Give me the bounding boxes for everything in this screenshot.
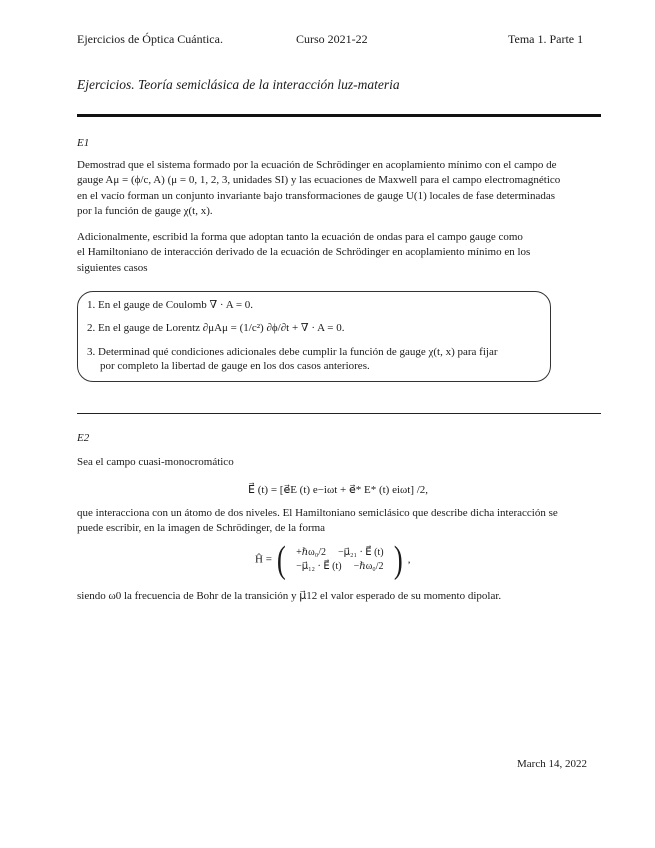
page-title: Ejercicios. Teoría semiclásica de la interacción luz-materia	[77, 77, 400, 92]
text-line: siguientes casos	[77, 261, 148, 274]
hamiltonian-matrix	[255, 541, 410, 579]
hamiltonian-lhs: Ĥ =	[255, 553, 272, 566]
right-paren: )	[394, 539, 404, 581]
text-line: que interacciona con un átomo de dos niveles. El Hamiltoniano semiclásico que describe dicha interacción se	[77, 507, 558, 519]
text-line: por la función de gauge χ(t, x).	[77, 205, 213, 218]
document-date: March 14, 2022	[517, 758, 587, 770]
field-equation: E⃗ (t) = [e⃗E (t) e−iωt + e⃗* E* (t) eiωt] /2,	[248, 484, 429, 496]
matrix-cell: −μ⃗₂₁ · E⃗ (t)	[338, 547, 384, 558]
text-line: en el vacío forman un conjunto invariante bajo transformaciones de gauge U(1) locales de fase determinadas	[77, 189, 556, 202]
header-center: Curso 2021-22	[296, 32, 368, 46]
section-rule	[77, 413, 601, 414]
case-item-3-continued: por completo la libertad de gauge en los dos casos anteriores.	[100, 360, 370, 372]
exercise-2-label: E2	[77, 432, 90, 444]
text-line: el Hamiltoniano de interacción derivado de la ecuación de Schrödinger en acoplamiento mínimo en los	[77, 246, 531, 259]
header-right: Tema 1. Parte 1	[508, 32, 584, 46]
matrix-cell: −μ⃗₁₂ · E⃗ (t)	[296, 561, 342, 572]
text-line: Demostrad que el sistema formado por la ecuación de Schrödinger en acoplamiento mínimo con el campo de	[77, 159, 557, 171]
matrix-body	[290, 546, 390, 574]
text-line: puede escribir, en la imagen de Schrödinger, de la forma	[77, 522, 326, 535]
matrix-cell: −ℏω₀/2	[353, 561, 384, 572]
text-line: gauge Aμ = (ϕ/c, A) (μ = 0, 1, 2, 3, unidades SI) y las ecuaciones de Maxwell para el campo electromagnético	[77, 174, 561, 187]
matrix-cell: +ℏω₀/2	[296, 547, 326, 558]
header-left: Ejercicios de Óptica Cuántica.	[77, 32, 223, 46]
exercise-2-closing: siendo ω0 la frecuencia de Bohr de la transición y μ⃗12 el valor esperado de su momento dipolar.	[77, 590, 502, 602]
exercise-2-intro: Sea el campo cuasi-monocromático	[77, 456, 234, 468]
exercise-1-paragraph-1	[77, 158, 602, 220]
left-paren: (	[276, 539, 286, 581]
exercise-1-label: E1	[77, 137, 90, 149]
case-item-3: 3. Determinad qué condiciones adicionales debe cumplir la función de gauge χ(t, x) para fijar	[87, 346, 498, 358]
exercise-1-paragraph-2	[77, 230, 602, 276]
text-line: Adicionalmente, escribid la forma que adoptan tanto la ecuación de ondas para el campo gauge como	[77, 231, 523, 243]
case-item-1: 1. En el gauge de Coulomb ∇ · A = 0.	[87, 299, 254, 311]
hamiltonian-tail: ,	[407, 553, 411, 566]
title-rule	[77, 114, 601, 117]
exercise-2-paragraph-2	[77, 506, 602, 537]
case-item-2: 2. En el gauge de Lorentz ∂μAμ = (1/c²) ∂ϕ/∂t + ∇ · A = 0.	[87, 322, 345, 334]
